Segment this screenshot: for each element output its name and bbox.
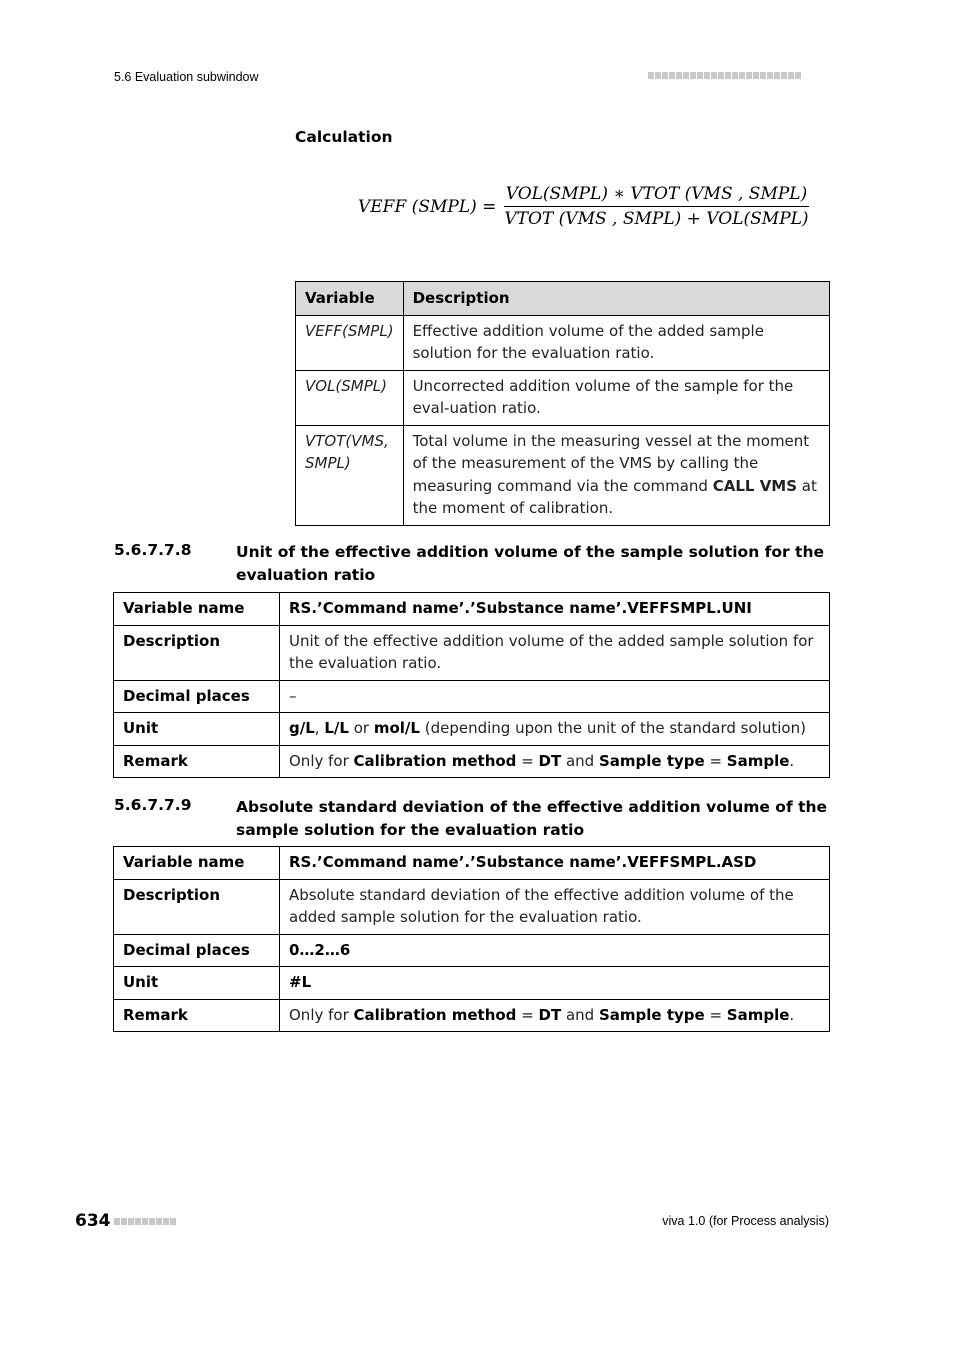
mark-square (753, 72, 759, 79)
text-fragment: Only for (289, 1005, 354, 1024)
mark-square (788, 72, 794, 79)
label-cell: Unit (114, 967, 280, 1000)
section-title: Unit of the effective addition volume of the sample solution for the evaluation ratio (236, 543, 825, 584)
text-fragment: = (516, 1005, 539, 1024)
mark-square (128, 1218, 134, 1225)
section-title: Absolute standard deviation of the effective addition volume of the sample solution for the evaluation ratio (236, 798, 828, 839)
footer-marks-decoration (114, 1218, 176, 1225)
mark-square (725, 72, 731, 79)
running-header-section: 5.6 Evaluation subwindow (114, 70, 259, 84)
description-cell: Uncorrected addition volume of the sample for the eval-uation ratio. (403, 370, 829, 425)
description-cell (403, 425, 829, 525)
mark-square (648, 72, 654, 79)
variable-cell: VOL(SMPL) (296, 370, 404, 425)
table-row (114, 847, 830, 880)
table-row (114, 593, 830, 626)
variable-cell: VTOT(VMS,SMPL) (296, 425, 404, 525)
command-name: CALL VMS (712, 476, 798, 495)
section-number: 5.6.7.7.8 (114, 541, 192, 559)
mark-square (170, 1218, 176, 1225)
text-fragment: = (516, 751, 539, 770)
value-cell: 0…2…6 (280, 934, 830, 967)
text-fragment: . (789, 1005, 795, 1024)
mark-square (662, 72, 668, 79)
mark-square (669, 72, 675, 79)
table-row (114, 967, 830, 1000)
table-row (114, 680, 830, 713)
table-row (296, 425, 830, 525)
label-cell: Description (114, 879, 280, 934)
mark-square (697, 72, 703, 79)
formula-numerator: VOL(SMPL) ∗ VTOT (VMS , SMPL) (504, 184, 810, 207)
product-name: viva 1.0 (for Process analysis) (662, 1214, 829, 1228)
label-cell: Unit (114, 713, 280, 746)
value-cell (280, 999, 830, 1032)
unit-option: mol/L (373, 719, 420, 737)
table-row (114, 879, 830, 934)
description-text: at the moment of calibration. (412, 476, 817, 517)
table-header-row (296, 282, 830, 316)
description-cell: Effective addition volume of the added sample solution for the evaluation ratio. (403, 315, 829, 370)
value-cell (280, 745, 830, 778)
formula-lhs: VEFF (SMPL) = (358, 196, 497, 217)
mark-square (718, 72, 724, 79)
mark-square (767, 72, 773, 79)
text-fragment: , (314, 719, 325, 737)
property-table (113, 592, 830, 778)
table-row (296, 315, 830, 370)
column-header-variable: Variable (296, 282, 404, 316)
table-row (114, 999, 830, 1032)
variables-table (295, 281, 830, 526)
formula-fraction (502, 184, 810, 229)
text-fragment: = (704, 1005, 727, 1024)
parameter-name: Calibration method (353, 1005, 517, 1024)
value-cell: Unit of the effective addition volume of the added sample solution for the evaluation ratio. (280, 625, 830, 680)
parameter-value: DT (538, 751, 562, 770)
formula-denominator: VTOT (VMS , SMPL) + VOL(SMPL) (504, 209, 809, 229)
mark-square (683, 72, 689, 79)
mark-square (655, 72, 661, 79)
mark-square (781, 72, 787, 79)
mark-square (676, 72, 682, 79)
label-cell: Decimal places (114, 680, 280, 713)
mark-square (163, 1218, 169, 1225)
mark-square (135, 1218, 141, 1225)
label-cell: Variable name (114, 847, 280, 880)
text-fragment: = (704, 751, 727, 770)
label-cell: Description (114, 625, 280, 680)
description-text: Total volume in the measuring vessel at the moment of the measurement of the VMS by calling the measuring command via the command (412, 431, 810, 495)
unit-option: g/L (289, 719, 315, 737)
mark-square (121, 1218, 127, 1225)
parameter-value: Sample (726, 1005, 790, 1024)
mark-square (774, 72, 780, 79)
parameter-name: Sample type (598, 751, 705, 770)
text-fragment: (depending upon the unit of the standard solution) (419, 719, 806, 737)
mark-square (690, 72, 696, 79)
table-row (114, 713, 830, 746)
column-header-description: Description (403, 282, 829, 316)
text-fragment: and (561, 1005, 599, 1024)
table-row (114, 745, 830, 778)
table-row (296, 370, 830, 425)
label-cell: Variable name (114, 593, 280, 626)
mark-square (704, 72, 710, 79)
value-cell: Absolute standard deviation of the effective addition volume of the added sample solution for the evaluation ratio. (280, 879, 830, 934)
value-cell: RS.’Command name’.’Substance name’.VEFFSMPL.UNI (280, 593, 830, 626)
property-table (113, 846, 830, 1032)
page-number: 634 (75, 1211, 111, 1231)
mark-square (711, 72, 717, 79)
table-row (114, 625, 830, 680)
parameter-name: Sample type (598, 1005, 705, 1024)
value-cell (280, 713, 830, 746)
parameter-name: Calibration method (353, 751, 517, 770)
value-cell: RS.’Command name’.’Substance name’.VEFFSMPL.ASD (280, 847, 830, 880)
mark-square (760, 72, 766, 79)
label-cell: Decimal places (114, 934, 280, 967)
section-number: 5.6.7.7.9 (114, 796, 192, 814)
calculation-heading: Calculation (295, 128, 393, 146)
mark-square (746, 72, 752, 79)
value-cell: #L (280, 967, 830, 1000)
table-row (114, 934, 830, 967)
text-fragment: or (348, 719, 374, 737)
mark-square (114, 1218, 120, 1225)
label-cell: Remark (114, 745, 280, 778)
parameter-value: DT (538, 1005, 562, 1024)
value-cell: – (280, 680, 830, 713)
mark-square (739, 72, 745, 79)
label-cell: Remark (114, 999, 280, 1032)
mark-square (732, 72, 738, 79)
header-marks-decoration (648, 72, 830, 81)
text-fragment: and (561, 751, 599, 770)
text-fragment: Only for (289, 751, 354, 770)
veff-formula (358, 184, 811, 229)
mark-square (142, 1218, 148, 1225)
variable-cell: VEFF(SMPL) (296, 315, 404, 370)
mark-square (149, 1218, 155, 1225)
mark-square (156, 1218, 162, 1225)
text-fragment: . (789, 751, 795, 770)
parameter-value: Sample (726, 751, 790, 770)
mark-square (795, 72, 801, 79)
unit-option: L/L (324, 719, 349, 737)
